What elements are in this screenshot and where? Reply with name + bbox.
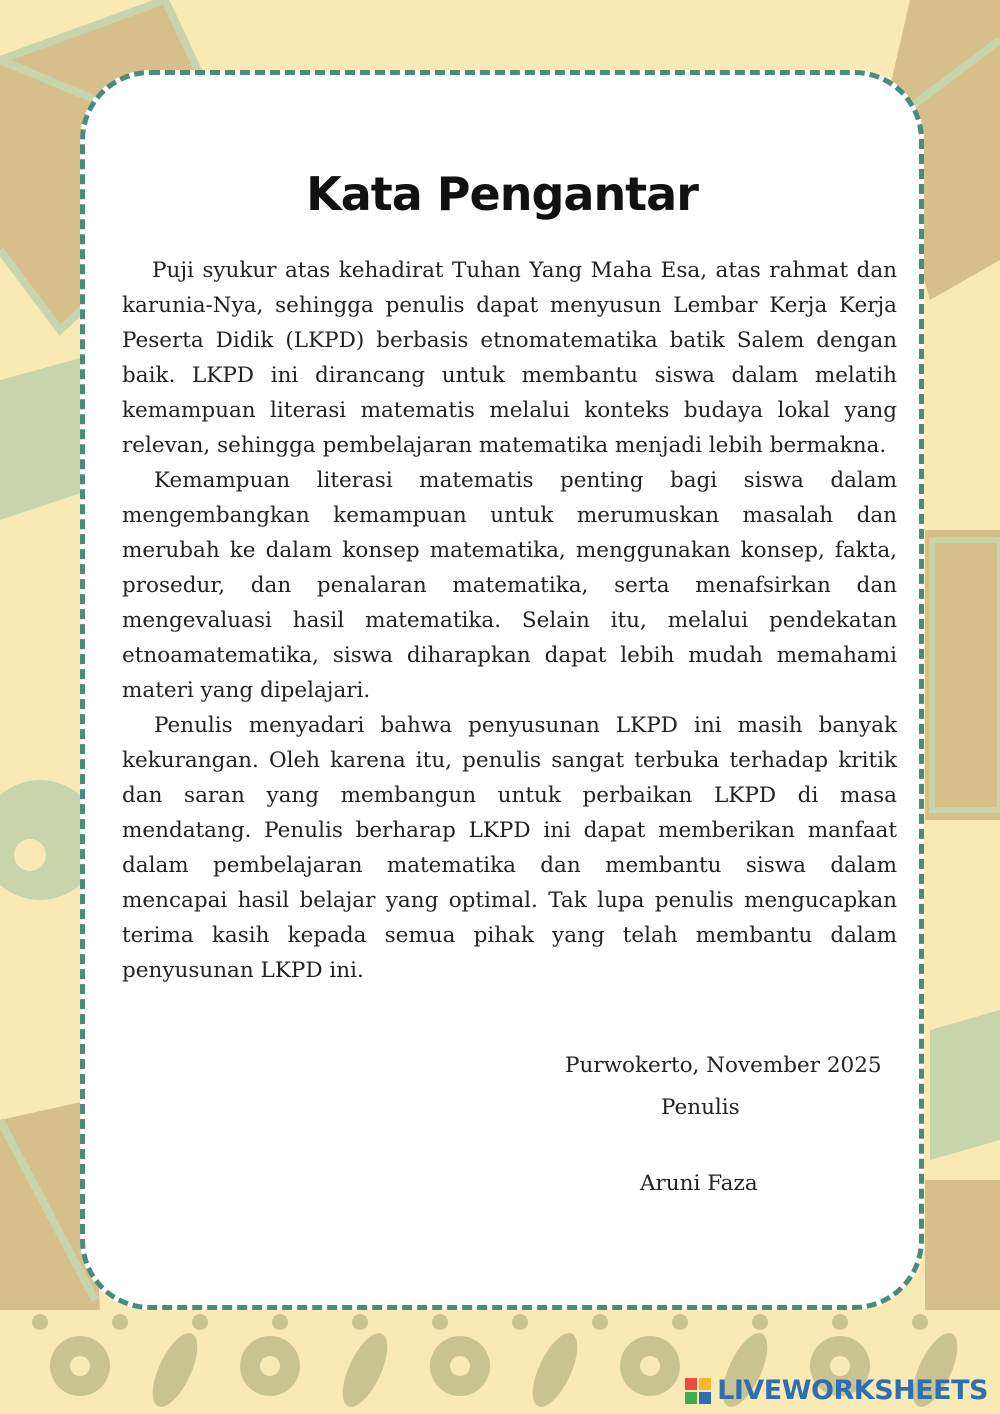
signature-place-date: Purwokerto, November 2025: [565, 1053, 882, 1078]
liveworksheets-logo-icon: [685, 1378, 711, 1404]
paragraph-1: Puji syukur atas kehadirat Tuhan Yang Maha Esa, atas rahmat dan karunia-Nya, sehingga penulis dapat menyusun Lembar Kerja Kerja Peserta Didik (LKPD) berbasis etnomatematika batik Salem dengan baik. LKPD ini dirancang untuk membantu siswa dalam melatih kemampuan literasi matematis melalui konteks budaya lokal yang relevan, sehingga pembelajaran matematika menjadi lebih bermakna.: [122, 258, 897, 458]
body-text: [122, 253, 897, 988]
signature-name: Aruni Faza: [640, 1171, 758, 1196]
brand-text: LIVEWORKSHEETS: [717, 1375, 988, 1406]
paragraph-2: Kemampuan literasi matematis penting bagi siswa dalam mengembangkan kemampuan untuk merumuskan masalah dan merubah ke dalam konsep matematika, menggunakan konsep, fakta, prosedur, dan penalaran matematika, serta menafsirkan dan mengevaluasi hasil matematika. Selain itu, melalui pendekatan etnoamatematika, siswa diharapkan dapat lebih mudah memahami materi yang dipelajari.: [122, 468, 897, 703]
page-title: Kata Pengantar: [306, 167, 698, 221]
content-card: [80, 70, 924, 1310]
paragraph-3: Penulis menyadari bahwa penyusunan LKPD ini masih banyak kekurangan. Oleh karena itu, penulis sangat terbuka terhadap kritik dan saran yang membangun untuk perbaikan LKPD di masa mendatang. Penulis berharap LKPD ini dapat memberikan manfaat dalam pembelajaran matematika dan membantu siswa dalam mencapai hasil belajar yang optimal. Tak lupa penulis mengucapkan terima kasih kepada semua pihak yang telah membantu dalam penyusunan LKPD ini.: [122, 713, 897, 983]
signature-role: Penulis: [661, 1095, 740, 1120]
liveworksheets-watermark: [685, 1375, 988, 1406]
